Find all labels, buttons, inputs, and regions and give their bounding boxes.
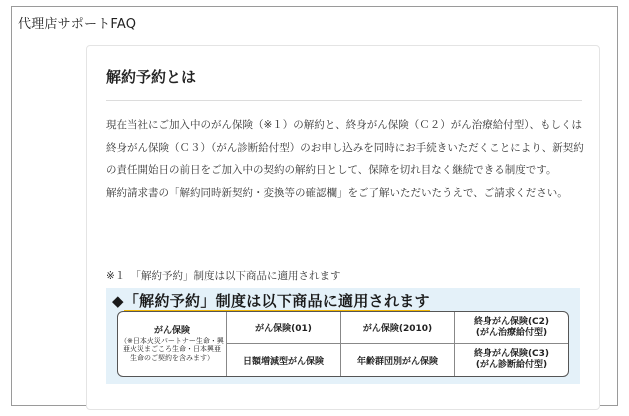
header-cell-note: （※日本火災パートナー生命・興亜火災まごころ生命・日本興亜生命のご契約を含みます） [120, 336, 224, 362]
banner-heading-text: 「解約予約」制度は以下商品に適用されます [124, 292, 430, 313]
article-paragraph: 現在当社にご加入中のがん保険（※１）の解約と、終身がん保険（Ｃ２）がん治療給付型）、もしくは終身がん保険（Ｃ３）（がん診断給付型）のお申し込みを同時にお手続きいただくことにより、新契約の責任開始日の前日をご加入中の契約の解約日として、保障を切れ目なく継続できる制度です。 [106, 119, 584, 176]
applicable-products-table [117, 311, 569, 377]
table-cell [454, 312, 568, 343]
title-divider [106, 100, 582, 101]
table-header-cell [118, 312, 226, 376]
diamond-bullet: ◆ [112, 292, 124, 310]
article-paragraph: 解約請求書の「解約同時新契約・変換等の確認欄」をご了解いただいたうえで、ご請求ください。 [106, 186, 568, 199]
cell-line: 終身がん保険(C2) [473, 316, 550, 327]
faq-window [11, 6, 618, 406]
banner-heading [112, 290, 430, 311]
table-cell: 年齢群団別がん保険 [340, 343, 454, 376]
faq-article-card [86, 45, 600, 410]
footnote: ※１ 「解約予約」制度は以下商品に適用されます [106, 270, 341, 282]
article-title: 解約予約とは [106, 68, 197, 86]
table-cell: がん保険(01) [226, 312, 340, 343]
table-cell [454, 343, 568, 376]
table-row [118, 312, 568, 343]
cell-line: (がん診断給付型) [475, 360, 548, 371]
header-cell-title: がん保険 [153, 325, 190, 336]
page-title: 代理店サポートFAQ [18, 17, 137, 32]
cell-line: (がん治療給付型) [475, 327, 548, 338]
table-cell: 日額増減型がん保険 [226, 343, 340, 376]
applicable-products-banner [106, 288, 580, 384]
article-body [106, 114, 586, 204]
table-cell: がん保険(2010) [340, 312, 454, 343]
cell-line: 終身がん保険(C3) [473, 349, 550, 360]
